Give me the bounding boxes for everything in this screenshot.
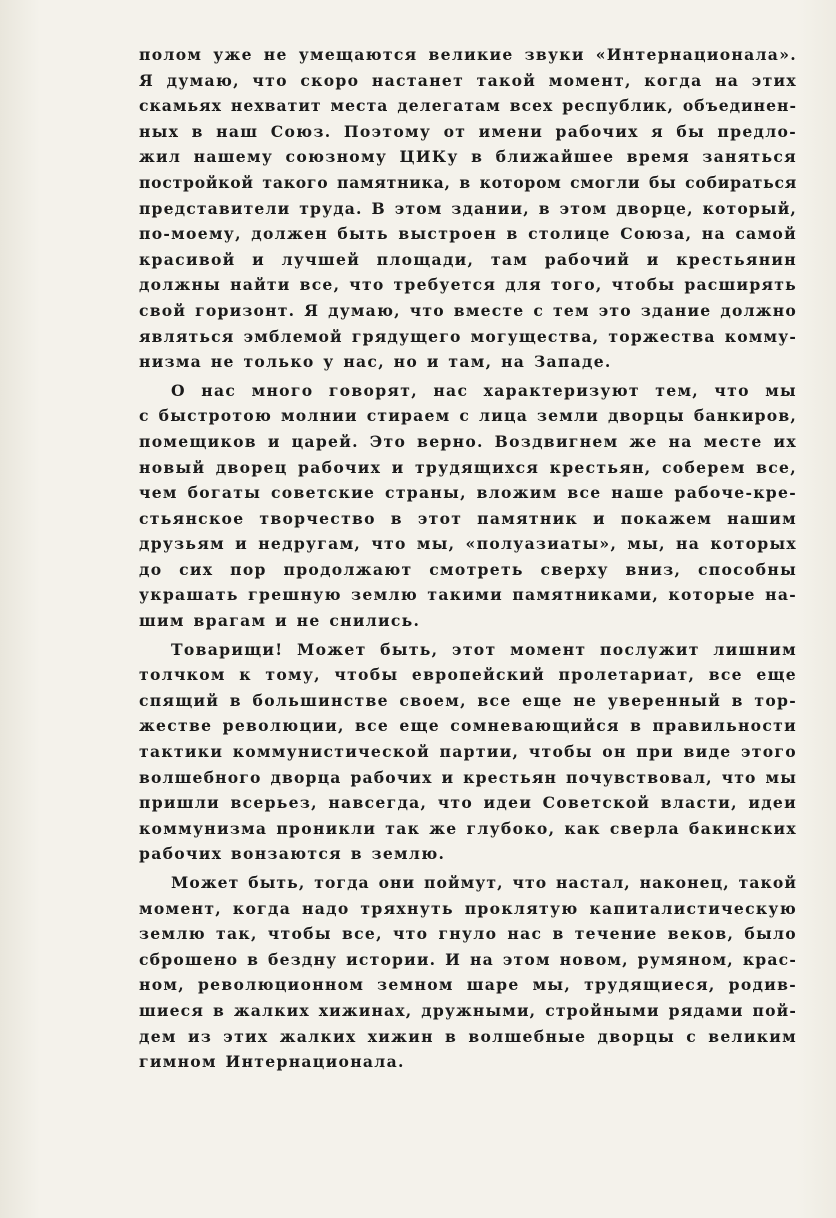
text-line: гимном Интернационала.	[139, 1052, 405, 1072]
text-line: Товарищи! Может быть, этот момент послужит лишним	[171, 639, 797, 659]
text-line: рабочих вонзаются в землю.	[139, 844, 446, 864]
text-line: волшебного дворца рабочих и крестьян почувствовал, что мы	[139, 767, 797, 787]
text-line: Я думаю, что скоро настанет такой момент, когда на этих	[139, 70, 797, 90]
paragraph-2	[139, 378, 797, 634]
text-line: помещиков и царей. Это верно. Воздвигнем же на месте их	[139, 431, 797, 451]
text-line: Может быть, тогда они поймут, что настал, наконец, такой	[171, 873, 797, 892]
text-line: пришли всерьез, навсегда, что идеи Советской власти, идеи	[139, 793, 797, 813]
paragraph-1	[139, 42, 797, 375]
text-line: жил нашему союзному ЦИКу в ближайшее время заняться	[139, 147, 797, 167]
text-line: полом уже не умещаются великие звуки «Интернационала».	[139, 45, 797, 64]
text-line: скамьях нехватит места делегатам всех республик, объединен-	[139, 96, 797, 116]
text-line: ном, революционном земном шаре мы, трудящиеся, родив-	[139, 975, 797, 995]
text-line: шим врагам и не снились.	[139, 611, 421, 631]
text-line: дем из этих жалких хижин в волшебные дворцы с великим	[139, 1026, 797, 1046]
text-line: землю так, чтобы все, что гнуло нас в течение веков, было	[139, 924, 797, 944]
text-line: сброшено в бездну истории. И на этом новом, румяном, крас-	[139, 949, 797, 969]
text-line: коммунизма проникли так же глубоко, как сверла бакинских	[139, 818, 797, 838]
text-line: до сих пор продолжают смотреть сверху вниз, способны	[139, 559, 797, 579]
text-line: украшать грешную землю такими памятниками, которые на-	[139, 585, 797, 605]
text-line: спящий в большинстве своем, все еще не уверенный в тор-	[139, 690, 797, 710]
text-line: представители труда. В этом здании, в этом дворце, который,	[139, 198, 797, 218]
text-line: новый дворец рабочих и трудящихся крестьян, соберем все,	[139, 457, 797, 477]
text-line: должны найти все, что требуется для того, чтобы расширять	[139, 275, 797, 295]
paragraph-3	[139, 637, 797, 867]
text-line: чем богаты советские страны, вложим все наше рабоче-кре-	[139, 483, 797, 503]
text-line: по-моему, должен быть выстроен в столице Союза, на самой	[139, 224, 797, 244]
text-line: тактики коммунистической партии, чтобы он при виде этого	[139, 742, 797, 762]
text-line: являться эмблемой грядущего могущества, торжества комму-	[139, 326, 797, 346]
text-line: постройкой такого памятника, в котором смогли бы собираться	[139, 172, 797, 192]
text-line: толчком к тому, чтобы европейский пролетариат, все еще	[139, 665, 797, 685]
page-text	[139, 42, 797, 1075]
text-line: шиеся в жалких хижинах, дружными, стройными рядами пой-	[139, 1000, 797, 1020]
text-line: с быстротою молнии стираем с лица земли дворцы банкиров,	[139, 406, 797, 426]
text-line: стьянское творчество в этот памятник и покажем нашим	[139, 508, 797, 528]
text-line: свой горизонт. Я думаю, что вместе с тем это здание должно	[139, 300, 797, 320]
text-line: красивой и лучшей площади, там рабочий и крестьянин	[139, 249, 797, 269]
text-line: друзьям и недругам, что мы, «полуазиаты», мы, на которых	[139, 534, 797, 554]
text-line: жестве революции, все еще сомневающийся в правильности	[139, 716, 797, 736]
paragraph-4	[139, 870, 797, 1075]
text-line: низма не только у нас, но и там, на Западе.	[139, 352, 612, 372]
text-line: момент, когда надо тряхнуть проклятую капиталистическую	[139, 898, 797, 918]
text-line: О нас много говорят, нас характеризуют тем, что мы	[171, 380, 797, 400]
text-line: ных в наш Союз. Поэтому от имени рабочих я бы предло-	[139, 121, 797, 141]
